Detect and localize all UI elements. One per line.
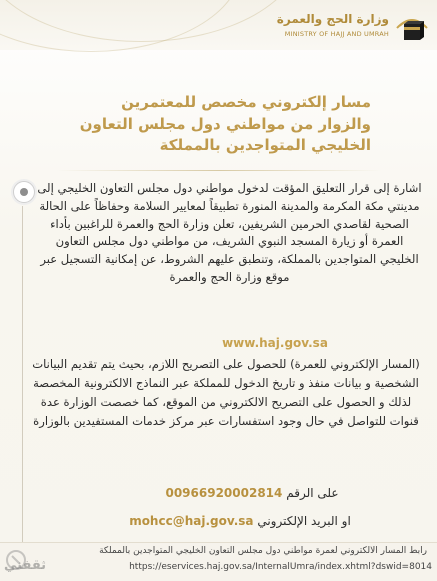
- watermark-text: ثقفني: [4, 558, 47, 573]
- website-link[interactable]: www.haj.gov.sa: [222, 336, 328, 350]
- ministry-logo: [259, 6, 429, 46]
- kaaba-logo-icon: [395, 6, 429, 44]
- announcement-paragraph: اشارة إلى قرار التعليق المؤقت لدخول مواطني دول مجلس التعاون الخليجي إلى مدينتي مكة المكرمة والمدينة المنورة تطبيقاً لمعايير السلامة وحفاظاً على الحالة الصحية لقاصدي الحرمين الشريفين، تعلن وزارة الحج والعمرة للراغبين بأداء العمرة أو زيارة المسجد النبوي الشريف، من مواطني دول مجلس التعاون الخليجي المتواجدين بالمملكة، وتنطبق عليهم الشروط، عن إمكانية التسجيل عبر موقع وزارة الحج والعمرة: [37, 181, 422, 284]
- email-contact: [100, 514, 380, 532]
- phone-label: على الرقم: [286, 486, 339, 500]
- footer-link-url[interactable]: https://eservices.haj.gov.sa/InternalUmra/index.xhtml?dswid=8014: [129, 562, 432, 572]
- phone-number[interactable]: 00966920002814: [165, 486, 283, 500]
- phone-contact: [122, 486, 382, 504]
- ministry-name-english: MINISTRY OF HAJJ AND UMRAH: [284, 30, 389, 38]
- page-title: مسار إلكتروني مخصص للمعتمرين والزوار من مواطني دول مجلس التعاون الخليجي المتواجدين بالمملكة: [79, 93, 371, 154]
- timeline-bullet-icon: [13, 181, 35, 203]
- timeline-line: [22, 206, 23, 576]
- instructions-paragraph: (المسار الإلكتروني للعمرة) للحصول على التصريح اللازم، بحيث يتم تقديم البيانات الشخصية و بيانات منفذ و تاريخ الدخول للمملكة عبر النماذج الالكترونية المخصصة لذلك و الحصول على التصريح الالكتروني من الموقع، كما خصصت الوزارة عدة قنوات للتواصل في حال وجود استفسارات عبر مركز خدمات المستفيدين بالوزارة: [32, 357, 420, 428]
- divider: [56, 170, 382, 171]
- email-address[interactable]: mohcc@haj.gov.sa: [129, 514, 254, 528]
- email-label: او البريد الإلكتروني: [257, 514, 351, 528]
- ministry-name-arabic: وزارة الحج والعمرة: [276, 12, 389, 26]
- footer-link-label: رابط المسار الالكتروني لعمرة مواطني دول مجلس التعاون الخليجي المتواجدين بالمملكة: [99, 546, 427, 556]
